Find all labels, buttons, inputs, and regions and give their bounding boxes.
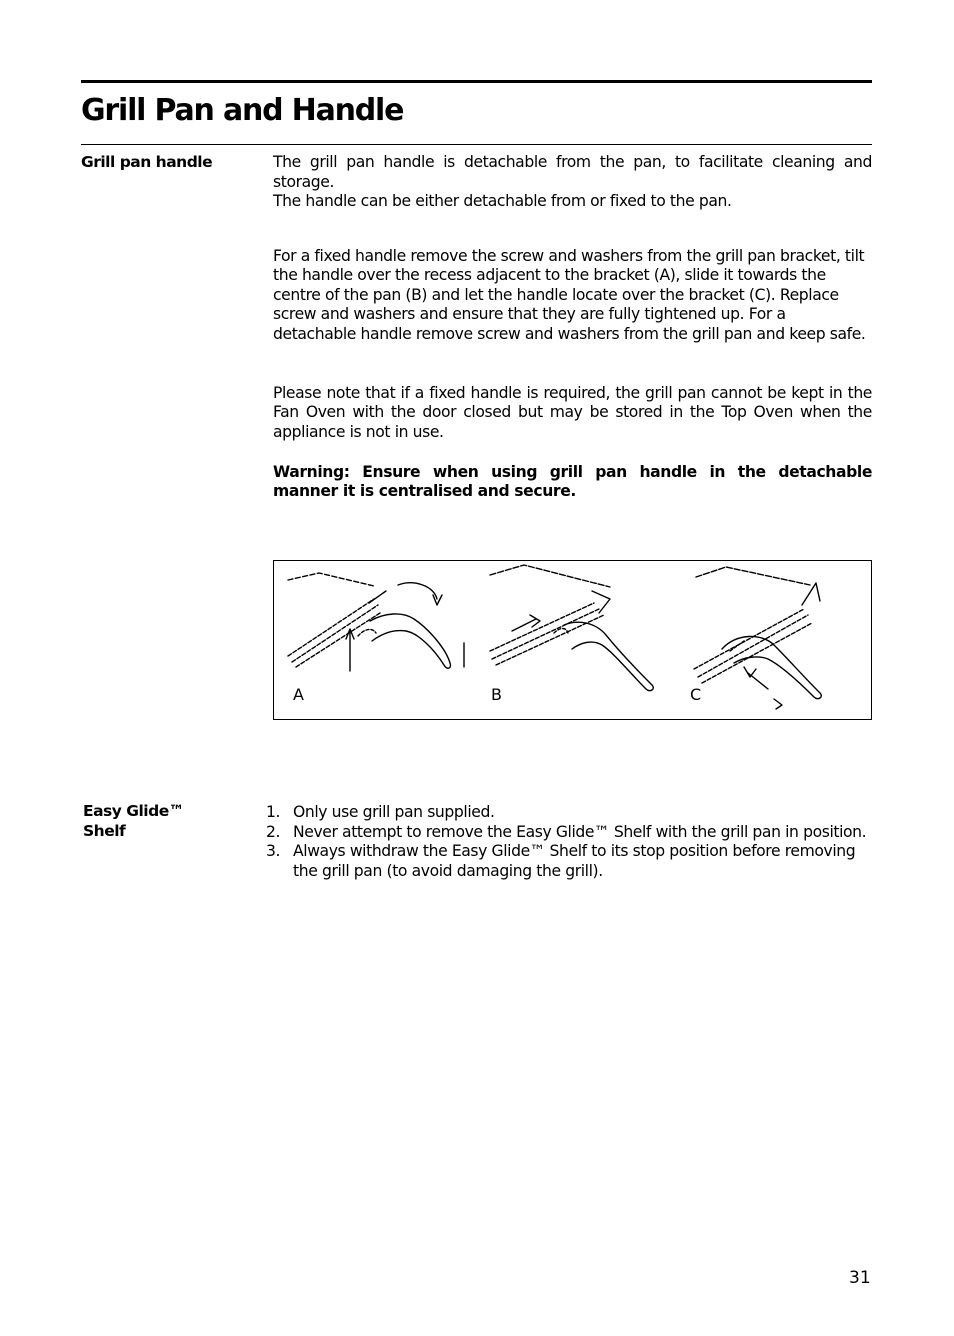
title-rule-top: [81, 80, 872, 83]
easy-glide-heading-line-2: Shelf: [83, 821, 126, 840]
page-title: Grill Pan and Handle: [81, 93, 404, 128]
detachable-text: The grill pan handle is detachable from the pan, to facilitate cleaning and storage.: [273, 153, 872, 191]
fixed-handle-instructions: For a fixed handle remove the screw and washers from the grill pan bracket, tilt the handle over the recess adjacent to the bracket (A), slide it towards the centre of the pan (B) and let the handle locate over the bracket (C). Replace screw and washers and ensure that they are fully tightened up. For a detachable handle remove screw and washers from the grill pan and keep safe.: [273, 246, 866, 343]
grill-pan-handle-heading: Grill pan handle: [81, 153, 213, 171]
easy-glide-heading: [83, 802, 253, 841]
figure-label-c: C: [690, 685, 702, 704]
intro-paragraph: [273, 153, 872, 212]
easy-glide-heading-line-1: Easy Glide™: [83, 802, 184, 820]
handle-options-text: The handle can be either detachable from or fixed to the pan.: [273, 192, 732, 211]
step-text: Never attempt to remove the Easy Glide™ Shelf with the grill pan in position.: [293, 822, 867, 841]
step-text: Always withdraw the Easy Glide™ Shelf to its stop position before removing the grill pan (to avoid damaging the grill).: [293, 842, 856, 880]
easy-glide-steps-list: [266, 803, 872, 881]
step-text: Only use grill pan supplied.: [293, 803, 495, 821]
step-number: 3.: [266, 842, 281, 861]
list-item: [266, 803, 872, 823]
list-item: [266, 842, 872, 881]
page-number: 31: [849, 1268, 871, 1288]
title-rule-bottom: [81, 144, 872, 145]
handle-fitting-drawing: [274, 561, 871, 719]
figure-label-b: B: [491, 685, 502, 704]
step-c-drawing: [694, 567, 821, 709]
step-b-drawing: [490, 565, 653, 691]
step-number: 2.: [266, 822, 281, 841]
handle-fitting-illustration: [273, 560, 872, 720]
figure-label-a: A: [293, 685, 304, 704]
list-item: [266, 823, 872, 843]
step-a-drawing: [288, 573, 464, 671]
step-number: 1.: [266, 803, 281, 821]
warning-text: Warning: Ensure when using grill pan handle in the detachable manner it is centralised and secure.: [273, 462, 872, 501]
storage-note: Please note that if a fixed handle is required, the grill pan cannot be kept in the Fan Oven with the door closed but may be stored in the Top Oven when the appliance is not in use.: [273, 383, 872, 441]
